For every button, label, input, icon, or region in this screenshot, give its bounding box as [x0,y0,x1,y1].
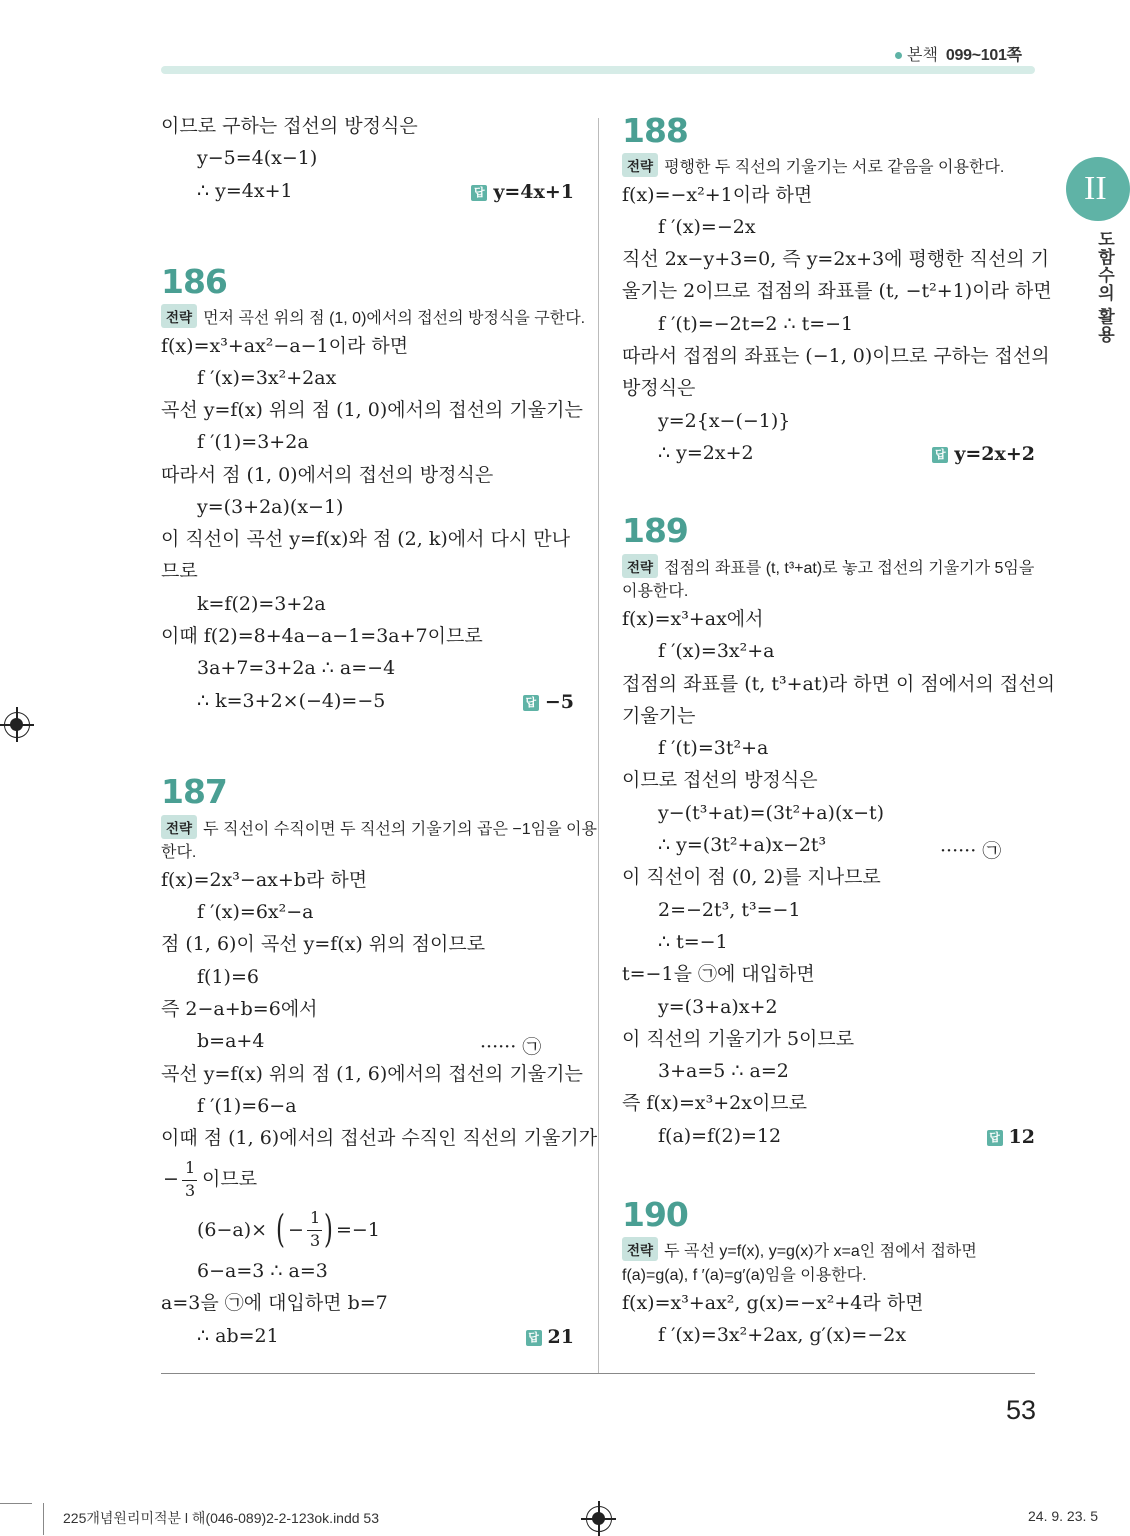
solution-line: y=(3+2a)(x−1) [197,496,344,518]
crop-mark [43,1503,44,1535]
solution-line: f(x)=2x³−ax+b라 하면 [161,869,368,891]
problem-number: 186 [161,262,227,301]
answer-badge: 답 [526,1330,542,1346]
solution-line: y=2{x−(−1)} [658,410,791,432]
solution-line: f ′(x)=3x²+2ax [197,367,337,389]
fraction-numerator: 1 [185,1158,196,1177]
strategy-note: 전략 접점의 좌표를 (t, t³+at)로 놓고 접선의 기울기가 5임을 [622,554,1034,578]
bullet-dot-icon [895,52,902,59]
equation-marker: ······ ㉠ [940,840,1002,862]
solution-line: 즉 2−a+b=6에서 [161,998,318,1020]
solution-line: 3a+7=3+2a ∴ a=−4 [197,657,396,679]
answer-box [523,691,574,713]
answer-box [987,1126,1035,1148]
answer-badge: 답 [471,185,487,201]
solution-line: 이 직선의 기울기가 5이므로 [622,1028,855,1050]
solution-line: 이때 f(2)=8+4a−a−1=3a+7이므로 [161,625,483,647]
solution-line: b=a+4 [197,1030,265,1052]
problem-number: 190 [622,1195,688,1234]
solution-line: 이므로 접선의 방정식은 [622,769,818,791]
solution-line: f ′(t)=−2t=2 ∴ t=−1 [658,313,854,335]
fraction-denominator: 3 [310,1231,321,1250]
math-text: − [288,1219,304,1241]
solution-line: f(1)=6 [197,966,259,988]
registration-mark-icon [586,1506,612,1532]
header-book: 본책 [907,47,938,64]
answer-value: y=4x+1 [493,181,574,203]
solution-line: 울기는 2이므로 접점의 좌표를 (t, −t²+1)이라 하면 [622,280,1052,302]
solution-line: ∴ ab=21 [197,1325,279,1347]
solution-line: f(x)=x³+ax²−a−1이라 하면 [161,335,409,357]
solution-line: f ′(1)=3+2a [197,431,309,453]
problem-number: 189 [622,511,688,550]
solution-line: 이때 점 (1, 6)에서의 접선과 수직인 직선의 기울기가 [161,1127,598,1149]
solution-line: 직선 2x−y+3=0, 즉 y=2x+3에 평행한 직선의 기 [622,248,1050,270]
solution-line: y=(3+a)x+2 [658,996,778,1018]
solution-line: t=−1을 ㉠에 대입하면 [622,963,815,985]
header-pages: 099~101쪽 [945,47,1022,64]
problem-number: 187 [161,772,227,811]
strategy-note: 전략 두 직선이 수직이면 두 직선의 기울기의 곱은 −1임을 이용 [161,815,597,839]
solution-line: k=f(2)=3+2a [197,593,326,615]
strategy-badge: 전략 [622,1237,658,1261]
solution-line: 따라서 점 (1, 0)에서의 접선의 방정식은 [161,464,494,486]
answer-badge: 답 [987,1130,1003,1146]
solution-line: 이 직선이 곡선 y=f(x)와 점 (2, k)에서 다시 만나 [161,528,570,550]
strategy-note: 이용한다. [622,583,689,600]
strategy-badge: 전략 [622,554,658,578]
solution-line: y−5=4(x−1) [197,147,318,169]
solution-line: 곡선 y=f(x) 위의 점 (1, 6)에서의 접선의 기울기는 [161,1063,583,1085]
footer-date: 24. 9. 23. 5 [1028,1508,1099,1524]
bottom-rule [161,1373,1035,1374]
page-number: 53 [1006,1395,1037,1425]
math-text: =−1 [336,1219,380,1241]
answer-box [526,1326,574,1348]
solution-line: 이 직선이 점 (0, 2)를 지나므로 [622,866,881,888]
solution-line: f ′(x)=−2x [658,216,756,238]
solution-line: 6−a=3 ∴ a=3 [197,1260,328,1282]
crop-mark [0,1503,32,1504]
solution-line: ∴ y=4x+1 [197,180,293,202]
answer-value: 21 [547,1326,574,1348]
answer-box [932,443,1035,465]
strategy-note: 전략 평행한 두 직선의 기울기는 서로 같음을 이용한다. [622,153,1004,177]
answer-box [471,181,574,203]
header-bar [161,66,1035,74]
solution-line: 즉 f(x)=x³+2x이므로 [622,1092,808,1114]
answer-value: y=2x+2 [954,443,1035,465]
solution-line: f(x)=x³+ax², g(x)=−x²+4라 하면 [622,1292,924,1314]
solution-line: 기울기는 [622,705,696,727]
solution-line: 따라서 접점의 좌표는 (−1, 0)이므로 구하는 접선의 [622,345,1050,367]
solution-line: 접점의 좌표를 (t, t³+at)라 하면 이 점에서의 접선의 [622,673,1055,695]
equation-marker: ······ ㉠ [480,1036,542,1058]
math-text: 이므로 [202,1168,258,1190]
chapter-title: 도함수의 활용 [1095,230,1114,344]
solution-line: 2=−2t³, t³=−1 [658,899,801,921]
math-text: − [163,1168,179,1190]
solution-line: 곡선 y=f(x) 위의 점 (1, 0)에서의 접선의 기울기는 [161,399,583,421]
page-header [895,42,1022,65]
solution-line: f ′(1)=6−a [197,1095,297,1117]
strategy-note: 한다. [161,844,197,861]
strategy-note: 전략 두 곡선 y=f(x), y=g(x)가 x=a인 점에서 접하면 [622,1237,977,1261]
answer-badge: 답 [932,447,948,463]
solution-line: f ′(x)=3x²+2ax, g′(x)=−2x [658,1324,907,1346]
solution-line: f ′(x)=6x²−a [197,901,314,923]
strategy-badge: 전략 [622,153,658,177]
paren-left: ( [276,1207,285,1251]
solution-line: ∴ y=2x+2 [658,442,754,464]
strategy-note: 전략 먼저 곡선 위의 점 (1, 0)에서의 접선의 방정식을 구한다. [161,304,585,328]
solution-line: 므로 [161,560,198,582]
solution-line: 이므로 구하는 접선의 방정식은 [161,115,418,137]
solution-line: 점 (1, 6)이 곡선 y=f(x) 위의 점이므로 [161,933,486,955]
math-text: (6−a)× [197,1219,268,1241]
solution-line: y−(t³+at)=(3t²+a)(x−t) [658,802,885,824]
fraction-numerator: 1 [310,1208,321,1227]
solution-line: 방정식은 [622,377,696,399]
answer-value: −5 [544,691,574,713]
answer-badge: 답 [523,695,539,711]
solution-line: a=3을 ㉠에 대입하면 b=7 [161,1292,388,1314]
strategy-note: f(a)=g(a), f ′(a)=g′(a)임을 이용한다. [622,1267,867,1284]
strategy-badge: 전략 [161,304,197,328]
strategy-badge: 전략 [161,815,197,839]
solution-line: f ′(t)=3t²+a [658,737,769,759]
solution-line: ∴ y=(3t²+a)x−2t³ [658,834,827,856]
registration-mark-icon [4,712,30,738]
fraction-denominator: 3 [185,1181,196,1200]
solution-line: f(a)=f(2)=12 [658,1125,782,1147]
chapter-tab[interactable]: II [1066,157,1130,221]
solution-line: ∴ t=−1 [658,931,728,953]
solution-line: f(x)=x³+ax에서 [622,608,764,630]
footer-file: 225개념원리미적분 l 해(046-089)2-2-123ok.indd 53 [63,1510,380,1526]
column-divider [598,118,599,1373]
solution-line: 3+a=5 ∴ a=2 [658,1060,789,1082]
problem-number: 188 [622,111,688,150]
answer-value: 12 [1008,1126,1035,1148]
solution-line: f ′(x)=3x²+a [658,640,775,662]
paren-right: ) [324,1207,333,1251]
solution-line: f(x)=−x²+1이라 하면 [622,184,813,206]
solution-line: ∴ k=3+2×(−4)=−5 [197,690,386,712]
